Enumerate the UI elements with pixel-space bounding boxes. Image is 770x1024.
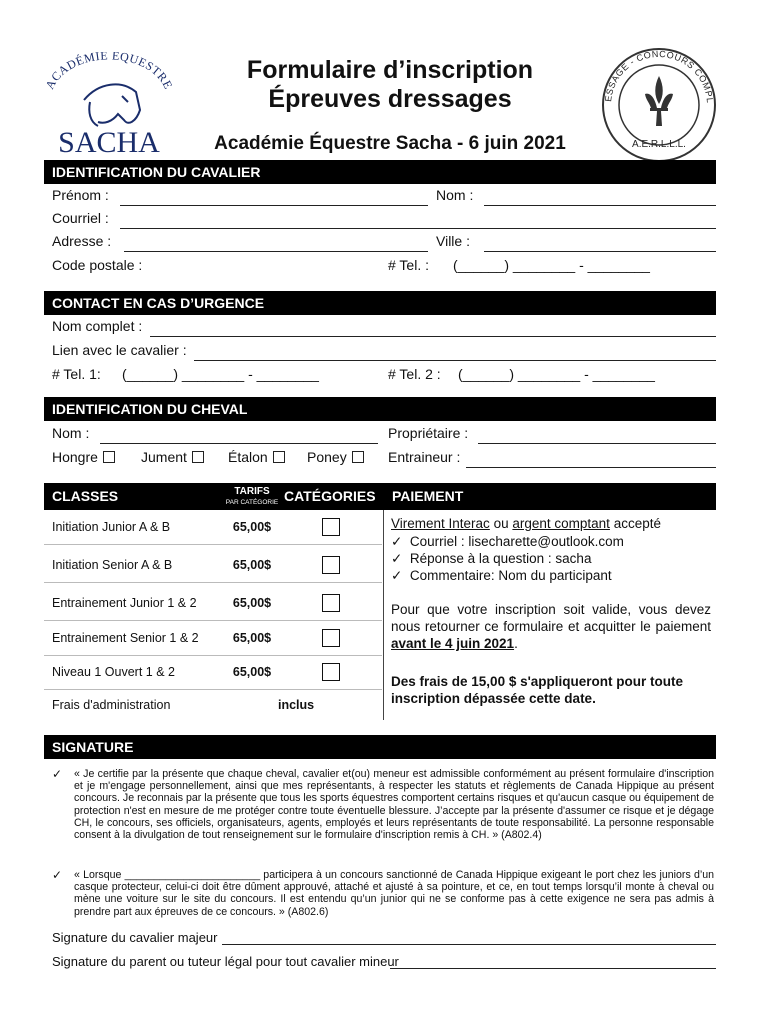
adult-signature-label: Signature du cavalier majeur [52,930,218,945]
payment-bullet-text: Réponse à la question : sacha [409,551,592,566]
form-subtitle: Académie Équestre Sacha - 6 juin 2021 [214,133,566,154]
horse-name-field[interactable] [100,443,378,444]
gelding-checkbox[interactable] [103,451,115,463]
form-title-line1: Formulaire d’inscription [246,56,534,84]
payment-bullet-text: Courriel : lisecharette@outlook.com [409,534,624,549]
type-pony[interactable] [307,449,364,465]
city-label: Ville : [436,233,470,249]
last-name-label: Nom : [436,187,474,203]
payment-method-cash: argent comptant [512,516,610,531]
horse-name-label: Nom : [52,425,90,441]
relationship-field[interactable] [194,360,716,361]
class-price: 65,00$ [232,665,272,679]
type-gelding-label: Hongre [52,449,98,465]
emergency-name-field[interactable] [150,336,716,337]
type-mare-label: Jument [141,449,187,465]
late-fee-notice: Des frais de 15,00 $ s'appliqueront pour toute inscription dépassée cette date. [391,674,684,706]
class-row [44,655,382,690]
class-name: Niveau 1 Ouvert 1 & 2 [52,665,175,679]
class-checkbox[interactable] [322,556,340,574]
type-pony-label: Poney [307,449,347,465]
payment-bullet [391,533,624,550]
rider-phone-field[interactable]: (______) ________ - ________ [453,257,650,273]
class-name: Entrainement Junior 1 & 2 [52,596,197,610]
signature-declaration-2: « Lorsque _______________________ participera à un concours sanctionné de Canada Hippique exigeant le port chez les juniors d’un casque protecteur, celui-ci doit être dûment approuvé, attaché et ajusté à sa pointure, et ce, en tout temps lorsqu’il monte à cheval ou mène une voiture sur le site du concours. Il est entendu qu’un junior qui ne se conforme pas à cette exigence ne sera pas admis à prendre part aux épreuves de ce concours. » (A802.6) [74,869,714,918]
type-stallion-label: Étalon [228,449,268,465]
emergency-phone1-label: # Tel. 1: [52,366,101,382]
logo-left-arc-text: ACADÉMIE ÉQUESTRE [44,52,174,92]
pony-checkbox[interactable] [352,451,364,463]
form-title-line2: Épreuves dressages [268,85,512,113]
payment-divider [383,510,384,720]
class-price: 65,00$ [232,596,272,610]
first-name-field[interactable] [120,205,428,206]
signature-declaration-1: « Je certifie par la présente que chaque cheval, cavalier et(ou) meneur est admissible conformément au présent formulaire d'inscription et je m'engage personnellement, ainsi que mes représentants, à respecter les statuts et règlements de Canada Hippique au présent concours. Je reconnais par la présente que tous les sports équestres comportent certains risques et qu'aucun casque ou équipement de protection n'est en mesure de me protéger contre toute éventuelle blessure. J’accepte par la présente d'assumer ce risque et je dégage CH, le concours, ses officiels, organisateurs, agents, employés et leurs représentants de toute responsabilité. La personne responsable consent à la divulgation de tout renseignement sur le formulaire d'inscription remis à CH. » (A802.4) [74,768,714,842]
emergency-phone1-field[interactable]: (______) ________ - ________ [122,366,319,382]
class-name: Entrainement Senior 1 & 2 [52,631,199,645]
payment-deadline: avant le 4 juin 2021 [391,636,515,651]
class-name: Initiation Senior A & B [52,558,173,572]
class-price: 65,00$ [232,520,272,534]
email-field[interactable] [120,228,716,229]
payment-notice: Pour que votre inscription soit valide, vous devez nous retourner ce formulaire et acquitter le paiement avant le 4 juin 2021. [391,602,711,651]
payment-column-header: PAIEMENT [392,488,464,504]
class-price: 65,00$ [232,631,272,645]
section-horse-header: IDENTIFICATION DU CHEVAL [44,397,716,421]
admin-fee-label: Frais d'administration [52,698,171,712]
class-checkbox[interactable] [322,518,340,536]
payment-methods [391,515,711,532]
address-label: Adresse : [52,233,112,249]
class-checkbox[interactable] [322,629,340,647]
class-checkbox[interactable] [322,594,340,612]
address-field[interactable] [124,251,428,252]
city-field[interactable] [484,251,716,252]
mare-checkbox[interactable] [192,451,204,463]
last-name-field[interactable] [484,205,716,206]
emergency-phone2-label: # Tel. 2 : [388,366,441,382]
class-row [44,510,382,545]
checkmark-icon: ✓ [391,551,403,566]
type-mare[interactable] [141,449,204,465]
logo-left [44,52,174,157]
class-checkbox[interactable] [322,663,340,681]
emergency-name-label: Nom complet : [52,318,143,334]
section-rider-header: IDENTIFICATION DU CAVALIER [44,160,716,184]
postal-code-label: Code postale : [52,257,143,273]
trainer-label: Entraineur : [388,449,461,465]
relationship-label: Lien avec le cavalier : [52,342,187,358]
stallion-checkbox[interactable] [273,451,285,463]
tariffs-column-header: TARIFS [234,486,270,497]
adult-signature-field[interactable] [222,944,716,945]
section-emergency-header: CONTACT EN CAS D’URGENCE [44,291,716,315]
owner-label: Propriétaire : [388,425,469,441]
owner-field[interactable] [478,443,716,444]
logo-left-name: SACHA [58,126,160,157]
tariffs-column-subheader: PAR CATÉGORIE [225,499,279,506]
class-price: 65,00$ [232,558,272,572]
payment-bullet [391,567,612,584]
rider-phone-label: # Tel. : [388,257,429,273]
checkmark-icon: ✓ [391,534,403,549]
payment-bullet-text: Commentaire: Nom du participant [409,568,612,583]
class-row [44,621,382,656]
emergency-phone2-field[interactable]: (______) ________ - ________ [458,366,655,382]
checkmark-icon: ✓ [52,767,63,781]
email-label: Courriel : [52,210,109,226]
class-row [44,586,382,621]
horse-head-icon [84,84,140,126]
payment-bullet [391,550,591,567]
class-row [44,548,382,583]
admin-fee-value: inclus [278,698,315,712]
classes-column-header: CLASSES [52,488,119,504]
parent-signature-field[interactable] [390,968,716,969]
payment-method-or: ou [493,516,509,531]
trainer-field[interactable] [466,467,716,468]
payment-method-tail: accepté [613,516,661,531]
parent-signature-label: Signature du parent ou tuteur légal pour tout cavalier mineur [52,954,399,969]
payment-notice-text: Pour que votre inscription soit valide, vous devez nous retourner ce formulaire et acquitter le paiement [391,602,711,634]
logo-right-ring-text: ESSAGE - CONCOURS COMPL [603,48,716,104]
first-name-label: Prénom : [52,187,109,203]
logo-right-bottom-text: A.E.R.L.L.L. [632,139,686,150]
classes-header-bar [44,483,716,510]
checkmark-icon: ✓ [391,568,403,583]
type-gelding[interactable] [52,449,115,465]
class-name: Initiation Junior A & B [52,520,171,534]
categories-column-header: CATÉGORIES [284,488,376,504]
payment-method-interac: Virement Interac [391,516,490,531]
section-signature-header: SIGNATURE [44,735,716,759]
logo-right [600,46,718,164]
fleur-de-lis-icon [645,76,673,126]
checkmark-icon: ✓ [52,868,63,882]
type-stallion[interactable] [228,449,285,465]
